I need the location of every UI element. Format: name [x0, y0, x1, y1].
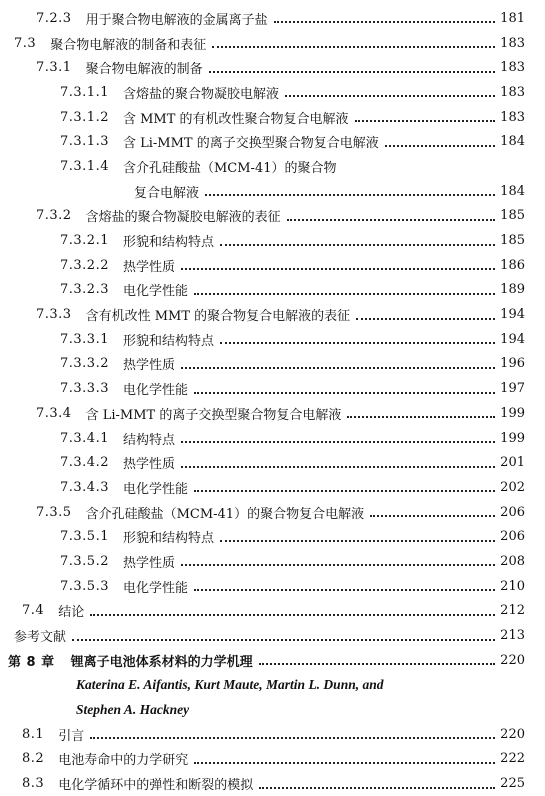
section-title: 引言 [58, 728, 85, 744]
section-title: 含熔盐的聚合物凝胶电解液 [122, 86, 279, 102]
section-number: 7.3.1.1 [60, 84, 109, 100]
section-title: 含介孔硅酸盐（MCM-41）的聚合物复合电解液 [85, 506, 365, 522]
toc-entry-7-2-3[interactable] [0, 6, 545, 31]
section-number: 7.3.1.2 [60, 109, 109, 125]
section-number: 7.3.1.3 [60, 134, 109, 150]
section-title: 聚合物电解液的制备 [85, 62, 203, 78]
dot-leader [181, 367, 495, 369]
page-number: 181 [500, 10, 525, 26]
section-title: 热学性质 [122, 457, 175, 473]
table-of-contents [0, 6, 545, 796]
chapter-number: 第 8 章 [8, 654, 55, 670]
section-number: 7.3.4.3 [60, 479, 109, 495]
section-title-continued: 复合电解液 [134, 185, 200, 201]
section-number: 7.4 [22, 603, 45, 619]
dot-leader [194, 589, 495, 591]
page-number: 199 [500, 430, 525, 446]
dot-leader [285, 95, 495, 97]
section-number: 7.3.4.2 [60, 455, 109, 471]
dot-leader [220, 540, 495, 542]
section-number: 7.3.2 [36, 208, 72, 224]
page-number: 183 [500, 84, 525, 100]
toc-entry-7-3-5-1[interactable] [0, 524, 545, 549]
dot-leader [181, 268, 495, 270]
toc-entry-7-3-5-2[interactable] [0, 549, 545, 574]
chapter-title: 锂离子电池体系材料的力学机理 [70, 654, 253, 670]
section-title: 结构特点 [122, 432, 175, 448]
page-number: 196 [500, 356, 525, 372]
toc-entry-7-3-4-1[interactable] [0, 426, 545, 451]
toc-entry-7-3-4-3[interactable] [0, 475, 545, 500]
toc-entry-7-3[interactable] [0, 31, 545, 56]
section-number: 7.3.2.3 [60, 282, 109, 298]
toc-entry-7-3-1-1[interactable] [0, 80, 545, 105]
dot-leader [259, 787, 495, 789]
dot-leader [90, 614, 495, 616]
section-number: 7.3.5 [36, 504, 72, 520]
section-number: 7.3.5.1 [60, 529, 109, 545]
section-title: 形貌和结构特点 [122, 531, 214, 547]
section-number: 8.1 [22, 726, 45, 742]
toc-entry-7-3-1-3[interactable] [0, 129, 545, 154]
toc-entry-7-3-3[interactable] [0, 302, 545, 327]
dot-leader [220, 244, 495, 246]
section-number: 7.3.4 [36, 405, 72, 421]
dot-leader [370, 515, 495, 517]
page-number: 202 [500, 479, 525, 495]
section-title: 含 Li-MMT 的离子交换型聚合物复合电解液 [85, 407, 342, 423]
section-title: 聚合物电解液的制备和表征 [50, 37, 207, 53]
page-number: 184 [500, 134, 525, 150]
section-title: 电化学性能 [122, 383, 188, 399]
toc-entry-7-3-5-3[interactable] [0, 574, 545, 599]
section-title: 含有机改性 MMT 的聚合物复合电解液的表征 [85, 309, 351, 325]
page-number: 210 [500, 578, 525, 594]
section-title: 电化学性能 [122, 284, 188, 300]
page-number: 194 [500, 307, 525, 323]
toc-entry-7-3-1-4[interactable] [0, 154, 545, 179]
section-title: 含 Li-MMT 的离子交换型聚合物复合电解液 [122, 136, 379, 152]
page-number: 222 [500, 751, 525, 767]
dot-leader [194, 490, 495, 492]
section-number: 7.3.3.2 [60, 356, 109, 372]
section-number: 7.3.4.1 [60, 430, 109, 446]
dot-leader [287, 219, 495, 221]
toc-entry-7-3-2-1[interactable] [0, 228, 545, 253]
toc-entry-8-2[interactable] [0, 747, 545, 772]
dot-leader [194, 392, 495, 394]
section-number: 7.3.1.4 [60, 158, 109, 174]
dot-leader [209, 71, 495, 73]
dot-leader [385, 145, 495, 147]
chapter-authors-line-2: Stephen A. Hackney [76, 701, 190, 717]
toc-entry-7-3-1[interactable] [0, 55, 545, 80]
toc-entry-7-3-2[interactable] [0, 204, 545, 229]
toc-entry-7-3-3-2[interactable] [0, 352, 545, 377]
dot-leader [90, 737, 495, 739]
page-number: 208 [500, 553, 525, 569]
section-title: 电化学性能 [122, 481, 188, 497]
dot-leader [355, 120, 495, 122]
toc-entry-7-3-5[interactable] [0, 500, 545, 525]
toc-entry-7-3-4[interactable] [0, 401, 545, 426]
dot-leader [181, 564, 495, 566]
section-title: 热学性质 [122, 555, 175, 571]
section-number: 7.3.2.1 [60, 233, 109, 249]
section-title: 含介孔硅酸盐（MCM-41）的聚合物 [122, 160, 337, 176]
section-number: 7.3.3.1 [60, 331, 109, 347]
page-number: 184 [500, 183, 525, 199]
section-number: 8.2 [22, 751, 45, 767]
page-number: 213 [500, 628, 525, 644]
section-title: 结论 [58, 605, 85, 621]
chapter-authors-line-1: Katerina E. Aifantis, Kurt Maute, Martin L. Dunn, and [76, 676, 384, 692]
section-title: 含熔盐的聚合物凝胶电解液的表征 [85, 210, 281, 226]
dot-leader [274, 21, 495, 23]
section-title: 含 MMT 的有机改性聚合物复合电解液 [122, 111, 349, 127]
page-number: 194 [500, 331, 525, 347]
dot-leader [181, 441, 495, 443]
page-number: 201 [500, 455, 525, 471]
toc-entry-8-1[interactable] [0, 722, 545, 747]
page-number: 185 [500, 208, 525, 224]
section-number: 7.3.1 [36, 60, 72, 76]
section-title: 电化学性能 [122, 580, 188, 596]
page-number: 206 [500, 504, 525, 520]
page-number: 185 [500, 233, 525, 249]
toc-entry-7-3-2-3[interactable] [0, 278, 545, 303]
section-number: 7.3.3 [36, 307, 72, 323]
page-number: 189 [500, 282, 525, 298]
section-title: 形貌和结构特点 [122, 235, 214, 251]
toc-entry-7-3-4-2[interactable] [0, 450, 545, 475]
section-title: 热学性质 [122, 358, 175, 374]
toc-entry-7-3-1-4-cont[interactable] [0, 179, 545, 204]
toc-entry-7-3-2-2[interactable] [0, 253, 545, 278]
toc-entry-references[interactable] [0, 623, 545, 648]
section-number: 8.3 [22, 776, 45, 792]
page-number: 220 [500, 726, 525, 742]
toc-entry-8-3[interactable] [0, 771, 545, 796]
page-number: 225 [500, 776, 525, 792]
section-number: 7.3.5.3 [60, 578, 109, 594]
section-title: 电池寿命中的力学研究 [58, 753, 189, 769]
dot-leader [72, 639, 495, 641]
dot-leader [205, 194, 495, 196]
page-number: 220 [500, 652, 525, 668]
dot-leader [194, 293, 495, 295]
toc-entry-7-4[interactable] [0, 599, 545, 624]
toc-entry-7-3-3-3[interactable] [0, 376, 545, 401]
dot-leader [212, 46, 495, 48]
page-number: 183 [500, 35, 525, 51]
page-number: 183 [500, 60, 525, 76]
dot-leader [347, 416, 495, 418]
page-number: 183 [500, 109, 525, 125]
section-title: 形貌和结构特点 [122, 333, 214, 349]
dot-leader [181, 466, 495, 468]
section-number: 7.3 [14, 35, 37, 51]
section-number: 7.3.3.3 [60, 381, 109, 397]
section-number: 7.3.2.2 [60, 257, 109, 273]
section-number: 7.3.5.2 [60, 553, 109, 569]
section-title: 热学性质 [122, 259, 175, 275]
section-title: 电化学循环中的弹性和断裂的模拟 [58, 778, 254, 794]
dot-leader [194, 762, 495, 764]
dot-leader [220, 342, 495, 344]
section-number: 7.2.3 [36, 10, 72, 26]
toc-entry-7-3-3-1[interactable] [0, 327, 545, 352]
section-title: 参考文献 [14, 630, 67, 646]
page-number: 197 [500, 381, 525, 397]
dot-leader [259, 663, 495, 665]
section-title: 用于聚合物电解液的金属离子盐 [85, 12, 268, 28]
page-number: 199 [500, 405, 525, 421]
page-number: 212 [500, 603, 525, 619]
page-number: 206 [500, 529, 525, 545]
dot-leader [356, 318, 495, 320]
page-number: 186 [500, 257, 525, 273]
toc-entry-chapter-8[interactable] [0, 648, 545, 673]
toc-entry-7-3-1-2[interactable] [0, 105, 545, 130]
